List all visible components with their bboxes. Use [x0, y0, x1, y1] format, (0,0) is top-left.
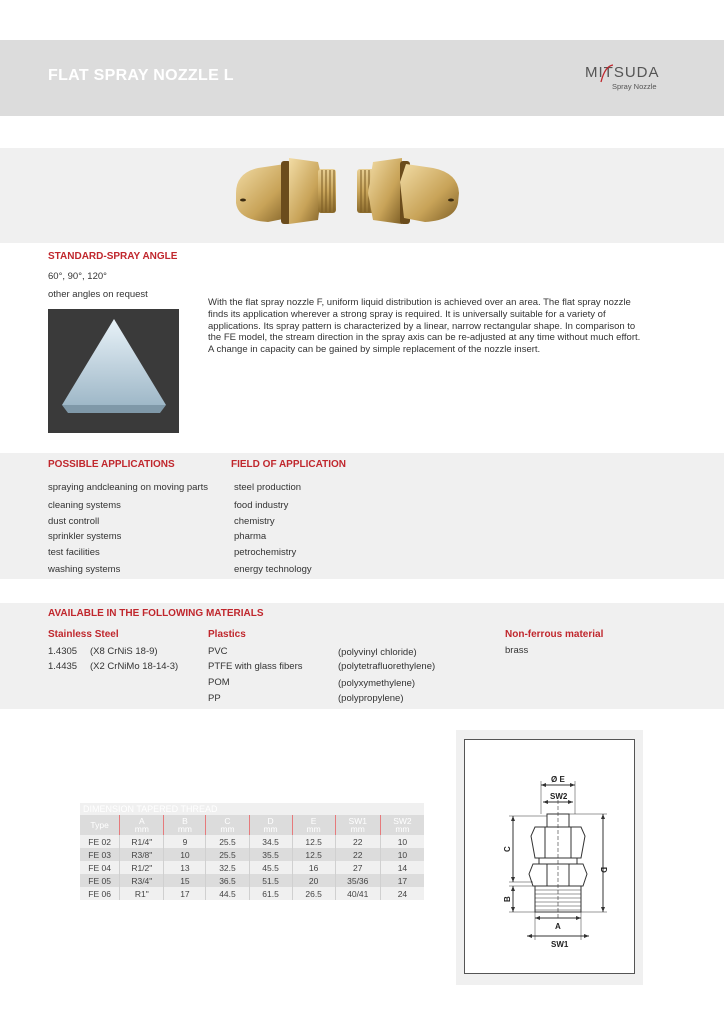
table-cell: 26.5 — [292, 887, 335, 900]
table-cell: 22 — [335, 835, 380, 848]
spray-angle-note: other angles on request — [48, 289, 148, 300]
table-cell: FE 04 — [80, 861, 120, 874]
application-item: dust controll — [48, 516, 100, 527]
technical-drawing-frame — [464, 739, 635, 974]
logo — [585, 64, 685, 94]
logo-brand: MITSUDA — [585, 64, 660, 81]
table-cell: 35.5 — [249, 848, 292, 861]
plastics-heading: Plastics — [208, 629, 246, 640]
col-header-sw2: SW2 mm — [380, 815, 424, 835]
header-band — [0, 40, 724, 116]
nozzle-photo — [0, 148, 724, 243]
table-cell: 20 — [292, 874, 335, 887]
label-d: D — [599, 867, 608, 873]
label-e: Ø E — [551, 775, 565, 784]
table-cell: 36.5 — [206, 874, 249, 887]
plastic-desc: (polytetrafluorethylene) — [338, 661, 436, 672]
stainless-code: 1.4305 — [48, 646, 78, 657]
table-cell: 24 — [380, 887, 424, 900]
plastic-name: POM — [208, 677, 230, 688]
table-cell: R1/2" — [120, 861, 164, 874]
table-cell: 25.5 — [206, 835, 249, 848]
product-photo-band — [0, 148, 724, 243]
field-item: energy technology — [234, 564, 312, 575]
field-item: food industry — [234, 500, 289, 511]
label-a: A — [555, 922, 561, 931]
nozzle-right — [357, 158, 459, 224]
label-sw1: SW1 — [551, 940, 569, 949]
table-cell: 16 — [292, 861, 335, 874]
table-cell: 25.5 — [206, 848, 249, 861]
table-row — [80, 887, 424, 900]
applications-band — [0, 453, 724, 579]
nozzle-left — [236, 158, 336, 224]
table-cell: 35/36 — [335, 874, 380, 887]
table-cell: 9 — [164, 835, 206, 848]
page-title: FLAT SPRAY NOZZLE L — [48, 67, 234, 84]
table-cell: 22 — [335, 848, 380, 861]
stainless-heading: Stainless Steel — [48, 629, 119, 640]
stainless-desc: (X2 CrNiMo 18-14-3) — [90, 661, 179, 672]
col-header-c: C mm — [206, 815, 249, 835]
application-item: washing systems — [48, 564, 121, 575]
stainless-code: 1.4435 — [48, 661, 78, 672]
table-cell: 10 — [380, 835, 424, 848]
table-header-row — [80, 815, 424, 835]
label-b: B — [503, 896, 512, 902]
technical-drawing-panel — [456, 730, 643, 985]
table-cell: 10 — [164, 848, 206, 861]
field-item: chemistry — [234, 516, 275, 527]
table-cell: FE 05 — [80, 874, 120, 887]
table-cell: 14 — [380, 861, 424, 874]
table-cell: 32.5 — [206, 861, 249, 874]
application-item: spraying andcleaning on moving parts — [48, 482, 209, 493]
spray-pattern-diagram — [48, 309, 179, 433]
table-row — [80, 874, 424, 887]
logo-sub: Spray Nozzle — [612, 82, 657, 91]
nozzle-dimension-drawing — [465, 740, 634, 973]
col-header-b: B mm — [164, 815, 206, 835]
table-cell: 27 — [335, 861, 380, 874]
table-cell: 44.5 — [206, 887, 249, 900]
table-body — [80, 835, 424, 900]
table-cell: 17 — [380, 874, 424, 887]
table-cell: 34.5 — [249, 835, 292, 848]
table-row — [80, 848, 424, 861]
table-cell: 12.5 — [292, 835, 335, 848]
nonferrous-item: brass — [505, 645, 529, 656]
table-row — [80, 861, 424, 874]
table-cell: FE 03 — [80, 848, 120, 861]
plastic-desc: (polyxymethylene) — [338, 678, 416, 689]
application-item: test facilities — [48, 547, 100, 558]
materials-heading: AVAILABLE IN THE FOLLOWING MATERIALS — [48, 608, 264, 619]
plastic-name: PTFE with glass fibers — [208, 661, 303, 672]
table-row — [80, 835, 424, 848]
label-c: C — [503, 846, 512, 852]
table-cell: 51.5 — [249, 874, 292, 887]
table-cell: 13 — [164, 861, 206, 874]
col-header-a: A mm — [120, 815, 164, 835]
product-description: With the flat spray nozzle F, uniform liquid distribution is achieved over an area. The flat spray nozzle finds its application wherever a strong spray is required. It is universally suitable for a variety of applications. Its spray pattern is characterized by a linear, narrow rectangular shape. In comparison to the FE model, the stream direction in the spray axis can be re-adjusted at any time without much effort. A change in capacity can be gained by simple replacement of the nozzle insert. — [208, 297, 641, 356]
table-cell: R1" — [120, 887, 164, 900]
logo-swoosh-icon — [585, 64, 685, 94]
plastic-desc: (polyvinyl chloride) — [338, 647, 417, 658]
table-cell: 17 — [164, 887, 206, 900]
table-caption-row — [80, 803, 424, 815]
materials-band — [0, 603, 724, 709]
fields-heading: FIELD OF APPLICATION — [231, 459, 346, 470]
table-cell: 40/41 — [335, 887, 380, 900]
plastic-desc: (polypropylene) — [338, 693, 404, 704]
col-header-e: E mm — [292, 815, 335, 835]
table-cell: 45.5 — [249, 861, 292, 874]
field-item: pharma — [234, 531, 267, 542]
table-cell: FE 06 — [80, 887, 120, 900]
table-caption: DIMENSION TAPERED THREAD — [80, 803, 424, 815]
table-cell: 15 — [164, 874, 206, 887]
dimension-table — [80, 803, 424, 900]
plastic-name: PP — [208, 693, 221, 704]
col-header-d: D mm — [249, 815, 292, 835]
field-item: steel production — [234, 482, 302, 493]
field-item: petrochemistry — [234, 547, 297, 558]
table-cell: R3/4" — [120, 874, 164, 887]
table-cell: R3/8" — [120, 848, 164, 861]
spray-triangle-icon — [48, 309, 179, 433]
table-cell: FE 02 — [80, 835, 120, 848]
table-cell: 10 — [380, 848, 424, 861]
applications-heading: POSSIBLE APPLICATIONS — [48, 459, 175, 470]
table-cell: 12.5 — [292, 848, 335, 861]
plastic-name: PVC — [208, 646, 228, 657]
table-cell: 61.5 — [249, 887, 292, 900]
col-header-sw1: SW1 mm — [335, 815, 380, 835]
application-item: cleaning systems — [48, 500, 121, 511]
stainless-desc: (X8 CrNiS 18-9) — [90, 646, 158, 657]
nonferrous-heading: Non-ferrous material — [505, 629, 604, 640]
spray-angle-heading: STANDARD-SPRAY ANGLE — [48, 251, 178, 262]
label-sw2: SW2 — [550, 792, 568, 801]
table-cell: R1/4" — [120, 835, 164, 848]
col-header-type: Type — [80, 815, 120, 835]
spray-angle-values: 60°, 90°, 120° — [48, 271, 107, 282]
application-item: sprinkler systems — [48, 531, 122, 542]
